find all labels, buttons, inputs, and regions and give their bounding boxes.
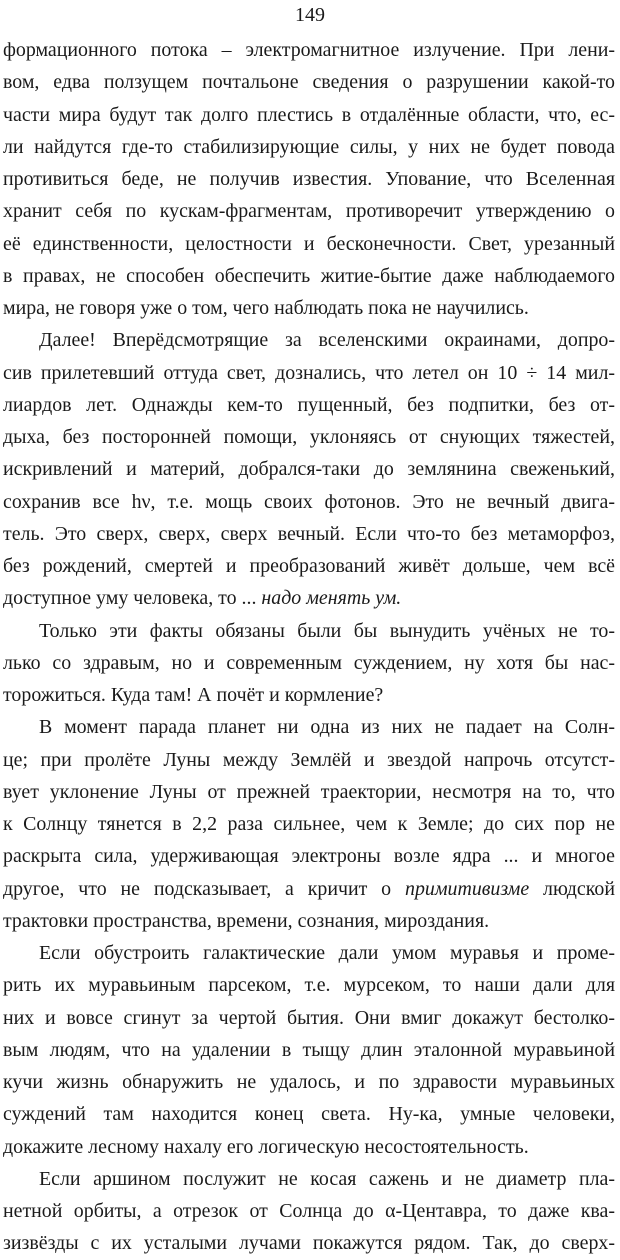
text-line-content: докажите лесному нахалу его логическую несостоятельность. — [3, 1135, 529, 1158]
text-line-content: нетной орбиты, а отрезок от Солнца до α-Центавра, то даже ква- — [3, 1200, 615, 1222]
text-line-content: вует уклонение Луны от прежней траектории, несмотря на то, что — [3, 780, 615, 803]
text-line-content: хранит себя по кускам-фрагментам, противоречит утверждению о — [3, 200, 615, 223]
text-line-content: мира, не говоря уже о том, чего наблюдать пока не научились. — [3, 297, 529, 319]
text-line — [3, 34, 615, 66]
text-line — [3, 615, 615, 647]
text-line — [3, 1195, 615, 1227]
text-line-content: Далее! Вперёдсмотрящие за вселенскими окраинами, допро- — [39, 329, 615, 352]
text-line — [3, 195, 615, 227]
text-line — [3, 324, 615, 356]
text-line — [3, 937, 615, 969]
text-line — [3, 905, 615, 937]
text-line-content: сохранив все hν, т.е. мощь своих фотонов. Это не вечный двига- — [3, 490, 615, 513]
text-line-content: сив прилетевший оттуда свет, дознались, что летел он 10 ÷ 14 мил- — [3, 361, 615, 384]
text-line-content: в правах, не способен обеспечить житие-бытие даже наблюдаемого — [3, 264, 615, 287]
text-line — [3, 1066, 615, 1098]
text-line-content: части мира будут так долго плестись в отдалённые области, что, ес- — [3, 103, 615, 126]
text-line — [3, 1034, 615, 1066]
text-line-content: без рождений, смертей и преобразований живёт дольше, чем всё — [3, 555, 615, 577]
text-line-content: це; при пролёте Луны между Землёй и звездой напрочь отсутст- — [3, 748, 615, 771]
text-line-content: раскрыта сила, удерживающая электроны возле ядра ... и многое — [3, 845, 615, 868]
text-line — [3, 1131, 615, 1163]
text-line — [3, 679, 615, 711]
text-line-content: В момент парада планет ни одна из них не падает на Солн- — [39, 716, 615, 739]
text-line — [3, 228, 615, 260]
text-line-content: кучи жизнь обнаружить не удалось, и по здравости муравьиных — [3, 1071, 615, 1093]
text-line — [3, 518, 615, 550]
text-line — [3, 1002, 615, 1034]
text-line — [3, 131, 615, 163]
text-line — [3, 292, 615, 324]
text-line — [3, 1098, 615, 1130]
text-line — [3, 421, 615, 453]
italic-phrase: надо менять ум. — [261, 587, 402, 610]
text-line — [3, 711, 615, 743]
text-line-content: формационного потока – электромагнитное излучение. При лени- — [3, 39, 615, 61]
text-line — [3, 550, 615, 582]
text-line-tail: людской — [529, 877, 615, 900]
text-line — [3, 453, 615, 485]
text-line — [3, 873, 615, 905]
text-line-content: доступное уму человека, то ... — [3, 587, 262, 610]
text-line — [3, 808, 615, 840]
text-line — [3, 1163, 615, 1195]
text-line-content: лько со здравым, но и современным суждением, ну хотя бы нас- — [3, 651, 615, 674]
italic-phrase: примитивизме — [405, 877, 530, 900]
text-line-content: Если обустроить галактические дали умом муравья и проме- — [39, 942, 615, 964]
text-line — [3, 1227, 615, 1259]
text-line — [3, 840, 615, 872]
text-line — [3, 969, 615, 1001]
text-line — [3, 389, 615, 421]
text-line-content: зизвёзды с их усталыми лучами покажутся рядом. Так, до сверх- — [3, 1232, 615, 1255]
text-line — [3, 486, 615, 518]
page-number: 149 — [295, 4, 325, 26]
text-line-content: трактовки пространства, времени, сознания, мироздания. — [3, 909, 490, 932]
text-line-content: вом, едва ползущем почтальоне сведения о разрушении какой-то — [3, 71, 615, 94]
text-line-content: вым людям, что на удалении в тыщу длин эталонной муравьиной — [3, 1038, 615, 1061]
text-line-content: тель. Это сверх, сверх, сверх вечный. Если что-то без метаморфоз, — [3, 522, 615, 545]
text-line-content: искривлений и материй, добрался-таки до землянина свеженький, — [3, 458, 615, 481]
text-line-content: ли найдутся где-то стабилизирующие силы, у них не будет повода — [3, 135, 615, 158]
text-line — [3, 99, 615, 131]
text-line — [3, 647, 615, 679]
text-line-content: них и вовсе сгинут за чертой бытия. Они вмиг докажут бестолко- — [3, 1006, 615, 1029]
text-line-content: Только эти факты обязаны были бы вынудить учёных не то- — [39, 619, 615, 642]
text-line — [3, 163, 615, 195]
text-line — [3, 776, 615, 808]
text-line-content: её единственности, целостности и бесконечности. Свет, урезанный — [3, 232, 615, 255]
text-line-content: Если аршином послужит не косая сажень и не диаметр пла- — [39, 1167, 615, 1190]
text-line-content: рить их муравьиным парсеком, т.е. мурсеком, то наши дали для — [3, 974, 615, 997]
text-line — [3, 66, 615, 98]
text-line-content: противиться беде, не получив известия. Упование, что Вселенная — [3, 168, 615, 190]
text-line-content: к Солнцу тянется в 2,2 раза сильнее, чем к Земле; до сих пор не — [3, 813, 615, 835]
text-line-content: суждений там находится конец света. Ну-ка, умные человеки, — [3, 1103, 615, 1126]
body-text — [3, 34, 615, 1260]
text-line — [3, 582, 615, 614]
text-line — [3, 260, 615, 292]
text-line-content: другое, что не подсказывает, а кричит о — [3, 877, 405, 900]
text-line-content: торожиться. Куда там! А почёт и кормление? — [3, 684, 384, 706]
text-line-content: лиардов лет. Однажды кем-то пущенный, без подпитки, без от- — [3, 393, 615, 416]
text-line-content: дыха, без посторонней помощи, уклоняясь от снующих тяжестей, — [3, 426, 615, 448]
text-line — [3, 357, 615, 389]
text-line — [3, 744, 615, 776]
